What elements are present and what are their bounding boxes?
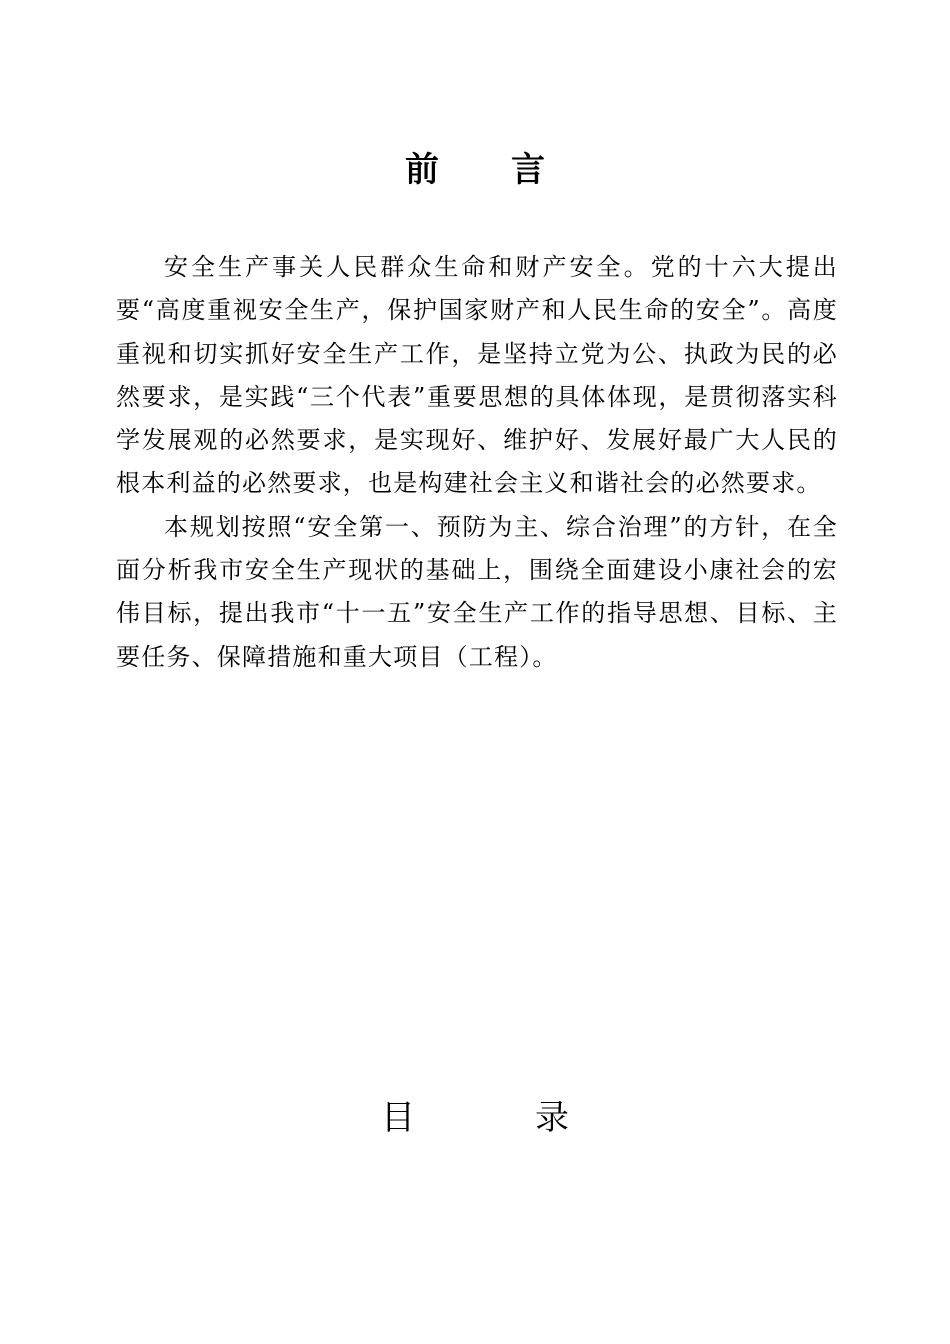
toc-heading-char-2: 录 bbox=[535, 1098, 569, 1138]
preface-heading-char-2: 言 bbox=[511, 150, 545, 190]
toc-heading bbox=[0, 1098, 950, 1138]
preface-paragraph-1: 安全生产事关人民群众生命和财产安全。党的十六大提出要“高度重视安全生产，保护国家财产和人民生命的安全”。高度重视和切实抓好安全生产工作，是坚持立党为公、执政为民的必然要求，是实践“三个代表”重要思想的具体体现，是贯彻落实科学发展观的必然要求，是实现好、维护好、发展好最广大人民的根本利益的必然要求，也是构建社会主义和谐社会的必然要求。 bbox=[116, 253, 838, 498]
preface-paragraph-2: 本规划按照“安全第一、预防为主、综合治理”的方针，在全面分析我市安全生产现状的基础上，围绕全面建设小康社会的宏伟目标，提出我市“十一五”安全生产工作的指导思想、目标、主要任务、保障措施和重大项目（工程）。 bbox=[116, 512, 838, 671]
preface-heading-char-1: 前 bbox=[405, 150, 439, 190]
preface-heading bbox=[0, 150, 950, 190]
preface-body bbox=[116, 246, 838, 679]
toc-heading-char-1: 目 bbox=[381, 1098, 415, 1138]
